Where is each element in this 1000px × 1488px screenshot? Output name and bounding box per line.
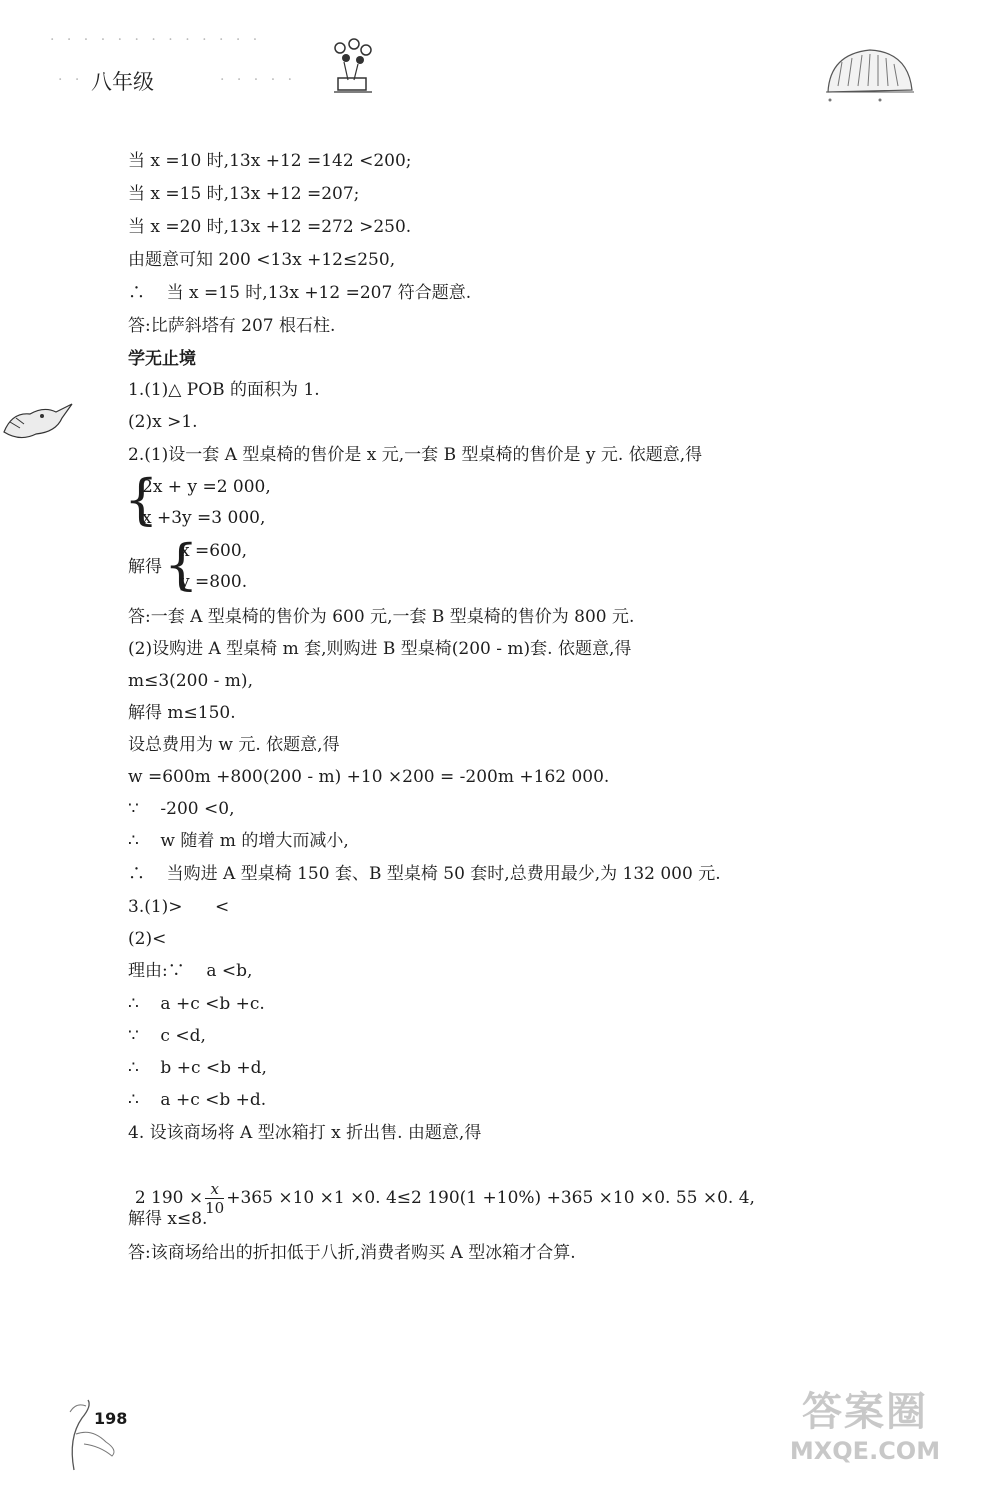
text-line: 解得 x≤8. [128,1209,208,1229]
text-line: ∴ b +c <b +d, [128,1058,267,1078]
text-line: 当 x =20 时,13x +12 =272 >250. [128,217,412,237]
brace-symbol: { [124,468,159,531]
text-line: ∵ c <d, [128,1026,206,1046]
bird-icon [0,392,80,448]
text-line: 当 x =15 时,13x +12 =207; [128,184,360,204]
equation-line: 2x + y =2 000, [142,477,271,497]
text-line: 2.(1)设一套 A 型桌椅的售价是 x 元,一套 B 型桌椅的售价是 y 元. 依题意,得 [128,445,703,465]
equation-line: x =600, [180,541,248,561]
inequality-part: 2 190 × [134,1188,204,1208]
text-line: m≤3(200 - m), [128,671,253,691]
text-line: 答:该商场给出的折扣低于八折,消费者购买 A 型冰箱才合算. [128,1243,576,1263]
text-line: 由题意可知 200 <13x +12≤250, [128,250,396,270]
text-line: 解得 m≤150. [128,703,236,723]
text-line: 理由:∵ a <b, [128,961,253,981]
grade-label: 八年级 [91,70,154,94]
header-dots-top: · · · · · · · · · · · · · [50,32,262,48]
text-line: ∵ -200 <0, [128,799,235,819]
text-line: (2)< [128,929,167,949]
text-line: ∴ 当 x =15 时,13x +12 =207 符合题意. [128,283,472,303]
text-line: ∴ a +c <b +d. [128,1090,267,1110]
watermark [740,1380,990,1475]
text-line: ∴ 当购进 A 型桌椅 150 套、B 型桌椅 50 套时,总费用最少,为 132 000 元. [128,864,721,884]
text-line: 当 x =10 时,13x +12 =142 <200; [128,151,412,171]
text-line: 4. 设该商场将 A 型冰箱打 x 折出售. 由题意,得 [128,1123,482,1143]
fraction [205,1180,224,1217]
text-line: 1.(1)△ POB 的面积为 1. [128,380,320,400]
solution-system [128,533,528,598]
text-line: 3.(1)> < [128,897,230,917]
inequality-part: +365 ×10 ×1 ×0. 4≤2 190(1 +10%) +365 ×10 ×0. 55 ×0. 4, [226,1188,755,1208]
fraction-numerator: x [205,1180,224,1199]
brace-symbol: { [164,533,199,596]
watermark-logo-text: 答案圈 [802,1389,928,1435]
page-number: 198 [94,1409,128,1428]
inequality-line [124,1158,755,1217]
header-dots-mid: · · · · · [220,72,297,88]
equation-system [124,468,528,533]
flower-pot-icon [322,36,382,96]
solution-label: 解得 [128,557,162,577]
text-line: ∴ w 随着 m 的增大而减小, [128,831,349,851]
hedgehog-icon [820,42,920,104]
header-dots-left: · · [58,72,84,88]
text-line: (2)x >1. [128,412,198,432]
section-heading: 学无止境 [128,349,196,369]
watermark-url: MXQE.COM [789,1437,941,1465]
text-line: 设总费用为 w 元. 依题意,得 [128,735,340,755]
equation-line: x +3y =3 000, [142,508,266,528]
fraction-denominator: 10 [205,1199,225,1217]
text-line: (2)设购进 A 型桌椅 m 套,则购进 B 型桌椅(200 - m)套. 依题意,得 [128,639,632,659]
text-line: 答:一套 A 型桌椅的售价为 600 元,一套 B 型桌椅的售价为 800 元. [128,607,635,627]
text-line: 答:比萨斜塔有 207 根石柱. [128,316,336,336]
text-line: ∴ a +c <b +c. [128,994,265,1014]
text-line: w =600m +800(200 - m) +10 ×200 = -200m +162 000. [128,767,610,787]
equation-line: y =800. [180,572,248,592]
